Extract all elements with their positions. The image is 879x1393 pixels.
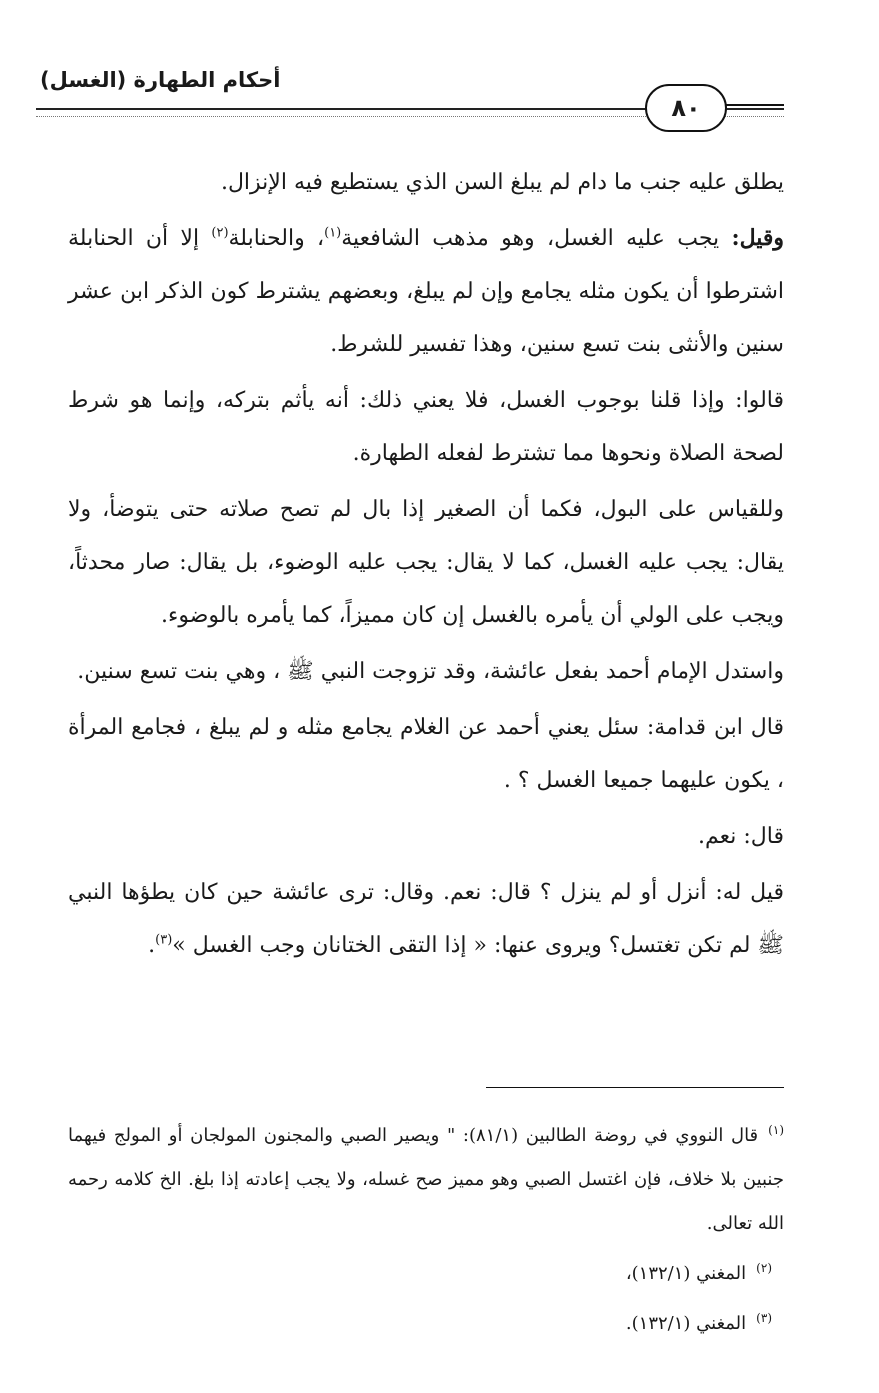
paragraph-7 — [68, 810, 784, 863]
footnote-3 — [68, 1296, 784, 1346]
paragraph-1-text: يطلق عليه جنب ما دام لم يبلغ السن الذي يستطيع فيه الإنزال. — [220, 170, 784, 195]
footnote-1-text: قال النووي في روضة الطالبين (٨١/١): " ويصير الصبي والمجنون المولجان أو المولج فيهما جنبين بلا خلاف، فإن اغتسل الصبي وهو مميز صح غسله، ولا يجب إعادته إذا بلغ. الخ كلامه رحمه الله تعالى. — [68, 1125, 784, 1234]
paragraph-3 — [68, 374, 784, 480]
paragraph-8-end: . — [148, 933, 156, 958]
footnote-2-number: (٢) — [756, 1261, 772, 1275]
main-text — [68, 156, 784, 975]
footnote-2 — [68, 1246, 784, 1296]
footnote-ref-3: (٣) — [155, 932, 173, 948]
paragraph-2-text-c: إلا أن الحنابلة اشترطوا أن يكون مثله يجامع وإن لم يبلغ، وبعضهم يشترط كون الذكر ابن عشر سنين والأنثى بنت تسع سنين، وهذا تفسير للشرط. — [68, 226, 784, 357]
paragraph-8-text: قيل له: أنزل أو لم ينزل ؟ قال: نعم. وقال: ترى عائشة حين كان يطؤها النبي ﷺ لم تكن تغتسل؟ ويروى عنها: « إذا التقى الختانان وجب الغسل » — [68, 880, 784, 958]
running-header-title: أحكام الطهارة (الغسل) — [40, 68, 281, 92]
paragraph-1 — [68, 156, 784, 209]
paragraph-2 — [68, 212, 784, 371]
footnote-separator — [486, 1087, 784, 1088]
paragraph-8 — [68, 866, 784, 972]
page-number: ٨٠ — [645, 84, 727, 132]
footnote-3-text: المغني (١٣٢/١). — [625, 1313, 747, 1334]
paragraph-6 — [68, 701, 784, 807]
paragraph-2-text-a: يجب عليه الغسل، وهو مذهب الشافعية — [341, 226, 732, 251]
paragraph-5-text: واستدل الإمام أحمد بفعل عائشة، وقد تزوجت النبي ﷺ ، وهي بنت تسع سنين. — [77, 659, 784, 684]
footnote-2-text: المغني (١٣٢/١)، — [625, 1263, 747, 1284]
footnote-ref-2: (٢) — [211, 225, 229, 241]
footnote-1-number: (١) — [768, 1123, 784, 1137]
paragraph-4-text: وللقياس على البول، فكما أن الصغير إذا بال لم تصح صلاته حتى يتوضأ، ولا يقال: يجب عليه الغسل، كما لا يقال: يجب عليه الوضوء، بل يقال: صار محدثاً، ويجب على الولي أن يأمره بالغسل إن كان مميزاً، كما يأمره بالوضوء. — [68, 497, 784, 628]
footnote-ref-1: (١) — [324, 225, 342, 241]
paragraph-4 — [68, 483, 784, 642]
paragraph-7-text: قال: نعم. — [698, 824, 784, 849]
paragraph-2-text-b: ، والحنابلة — [228, 226, 325, 251]
footnote-3-number: (٣) — [756, 1311, 772, 1325]
footnotes — [68, 1108, 784, 1346]
header-rule-right — [724, 104, 784, 106]
paragraph-3-text: قالوا: وإذا قلنا بوجوب الغسل، فلا يعني ذلك: أنه يأثم بتركه، وإنما هو شرط لصحة الصلاة ونحوها مما تشترط لفعله الطهارة. — [68, 388, 784, 466]
paragraph-5 — [68, 645, 784, 698]
paragraph-6-text: قال ابن قدامة: سئل يعني أحمد عن الغلام يجامع مثله و لم يبلغ ، فجامع المرأة ، يكون عليهما جميعا الغسل ؟ . — [68, 715, 784, 793]
footnote-1 — [68, 1108, 784, 1246]
paragraph-2-lead: وقيل: — [731, 225, 785, 251]
